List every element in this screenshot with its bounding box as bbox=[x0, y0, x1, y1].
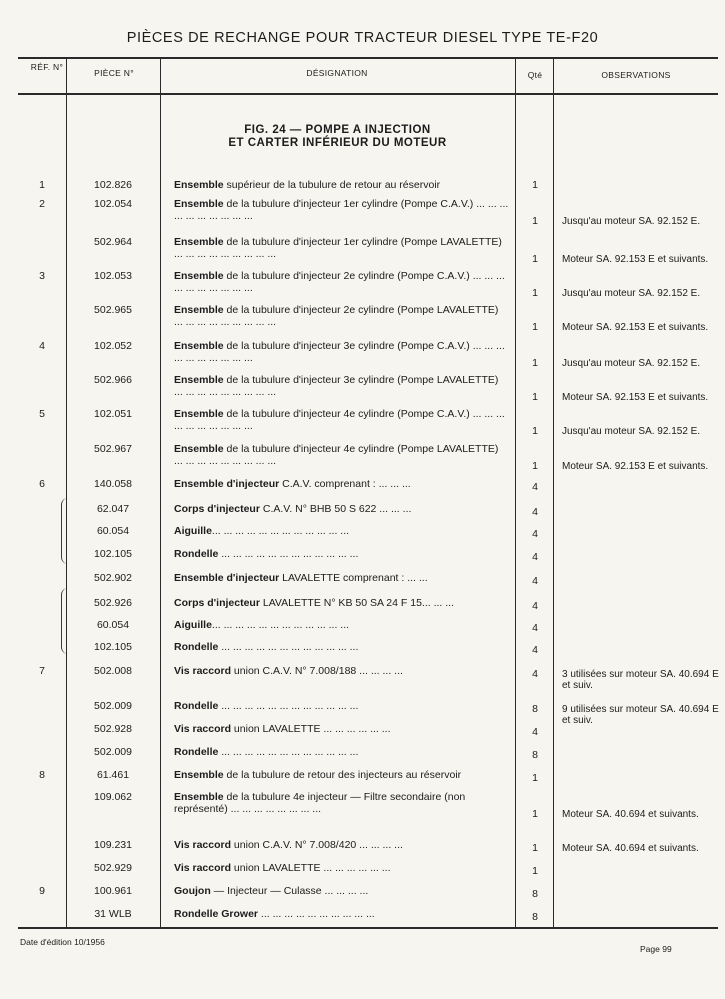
quantity: 4 bbox=[532, 622, 538, 634]
designation-bold: Rondelle bbox=[174, 548, 219, 560]
quantity: 1 bbox=[532, 460, 538, 472]
designation-text: supérieur de la tubulure de retour au réservoir bbox=[223, 179, 441, 191]
designation bbox=[174, 839, 510, 851]
designation bbox=[174, 198, 510, 222]
part-number: 60.054 bbox=[96, 619, 130, 631]
table-row bbox=[0, 408, 725, 437]
designation-text: de la tubulure d'injecteur 3e cylindre (Pompe LAVALETTE) ... ... ... ... ... ... ... ... ... bbox=[174, 374, 499, 398]
sub-assembly-bracket-cav bbox=[61, 498, 68, 564]
part-number: 102.826 bbox=[94, 179, 132, 191]
designation-text: de la tubulure d'injecteur 4e cylindre (Pompe LAVALETTE) ... ... ... ... ... ... ... ... ... bbox=[174, 443, 499, 467]
designation-bold: Ensemble bbox=[174, 340, 224, 352]
designation-text: C.A.V. comprenant : ... ... ... bbox=[279, 478, 411, 490]
part-number: 502.928 bbox=[94, 723, 132, 735]
quantity: 4 bbox=[532, 644, 538, 656]
ref-number: 5 bbox=[39, 408, 45, 420]
designation bbox=[174, 597, 510, 609]
table-bottom-rule bbox=[18, 927, 718, 929]
table-row bbox=[0, 236, 725, 265]
observation: 3 utilisées sur moteur SA. 40.694 E et suiv. bbox=[562, 669, 719, 691]
designation-text: — Injecteur — Culasse ... ... ... ... bbox=[210, 885, 369, 897]
ref-number: 1 bbox=[39, 179, 45, 191]
designation-bold: Vis raccord bbox=[174, 839, 232, 851]
table-row bbox=[0, 597, 725, 612]
designation-text: de la tubulure de retour des injecteurs au réservoir bbox=[223, 769, 462, 781]
observation: Moteur SA. 40.694 et suivants. bbox=[562, 809, 699, 820]
part-number: 502.902 bbox=[94, 572, 132, 584]
table-row bbox=[0, 619, 725, 634]
designation bbox=[174, 619, 510, 631]
designation-bold: Ensemble bbox=[174, 769, 224, 781]
figure-title-line-1: FIG. 24 — POMPE A INJECTION bbox=[244, 124, 431, 136]
designation-bold: Ensemble bbox=[174, 791, 224, 803]
designation-bold: Vis raccord bbox=[174, 723, 232, 735]
designation-text: union C.A.V. N° 7.008/420 ... ... ... ... bbox=[231, 839, 403, 851]
designation-bold: Vis raccord bbox=[174, 665, 232, 677]
designation bbox=[174, 548, 510, 560]
observation: Jusqu'au moteur SA. 92.152 E. bbox=[562, 288, 701, 299]
ref-number: 3 bbox=[39, 270, 45, 282]
designation-bold: Aiguille bbox=[174, 619, 212, 631]
quantity: 4 bbox=[532, 668, 538, 680]
designation-text: ... ... ... ... ... ... ... ... ... ... ... ... bbox=[211, 525, 350, 537]
header-qty: Qté bbox=[527, 70, 543, 80]
header-observations: OBSERVATIONS bbox=[601, 70, 671, 80]
designation-bold: Ensemble bbox=[174, 374, 224, 386]
designation bbox=[174, 572, 510, 584]
designation-text: ... ... ... ... ... ... ... ... ... ... ... ... bbox=[218, 641, 359, 653]
designation-text: ... ... ... ... ... ... ... ... ... ... ... ... bbox=[218, 548, 359, 560]
designation-text: union C.A.V. N° 7.008/188 ... ... ... ... bbox=[231, 665, 403, 677]
quantity: 4 bbox=[532, 600, 538, 612]
designation-bold: Goujon bbox=[174, 885, 211, 897]
part-number: 31 WLB bbox=[94, 908, 132, 920]
table-row bbox=[0, 885, 725, 900]
designation-bold: Rondelle bbox=[174, 746, 219, 758]
designation-bold: Aiguille bbox=[174, 525, 212, 537]
header-piece: PIÈCE N° bbox=[94, 68, 134, 78]
quantity: 4 bbox=[532, 726, 538, 738]
designation-text: de la tubulure d'injecteur 2e cylindre (Pompe C.A.V.) ... ... ... ... ... ... ... ... ... ... bbox=[174, 270, 505, 294]
part-number: 102.105 bbox=[94, 641, 132, 653]
table-row bbox=[0, 665, 725, 691]
part-number: 102.054 bbox=[94, 198, 132, 210]
designation-text: LAVALETTE comprenant : ... ... bbox=[279, 572, 428, 584]
part-number: 502.966 bbox=[94, 374, 132, 386]
quantity: 1 bbox=[532, 321, 538, 333]
part-number: 502.929 bbox=[94, 862, 132, 874]
observation: Moteur SA. 92.153 E et suivants. bbox=[562, 254, 709, 265]
header-ref: RÉF. N° bbox=[30, 62, 64, 72]
table-row bbox=[0, 746, 725, 761]
header-designation: DÉSIGNATION bbox=[306, 68, 368, 78]
designation-text: union LAVALETTE ... ... ... ... ... ... bbox=[231, 862, 391, 874]
designation-bold: Rondelle bbox=[174, 641, 219, 653]
col-rule-4 bbox=[553, 57, 554, 927]
part-number: 502.967 bbox=[94, 443, 132, 455]
designation-bold: Ensemble bbox=[174, 408, 224, 420]
designation bbox=[174, 700, 510, 712]
ref-number: 4 bbox=[39, 340, 45, 352]
table-row bbox=[0, 908, 725, 923]
designation-text: ... ... ... ... ... ... ... ... ... ... bbox=[258, 908, 375, 920]
part-number: 502.965 bbox=[94, 304, 132, 316]
designation-text: de la tubulure d'injecteur 2e cylindre (Pompe LAVALETTE) ... ... ... ... ... ... ... ... ... bbox=[174, 304, 499, 328]
designation bbox=[174, 179, 510, 191]
col-rule-3 bbox=[515, 57, 516, 927]
quantity: 1 bbox=[532, 357, 538, 369]
designation-bold: Ensemble bbox=[174, 236, 224, 248]
designation-bold: Ensemble bbox=[174, 443, 224, 455]
quantity: 8 bbox=[532, 888, 538, 900]
table-row bbox=[0, 340, 725, 369]
table-row bbox=[0, 723, 725, 738]
designation bbox=[174, 641, 510, 653]
quantity: 1 bbox=[532, 253, 538, 265]
page-title: PIÈCES DE RECHANGE POUR TRACTEUR DIESEL TYPE TE-F20 bbox=[126, 30, 599, 46]
designation-text: union LAVALETTE ... ... ... ... ... ... bbox=[231, 723, 391, 735]
part-number: 62.047 bbox=[96, 503, 130, 515]
designation bbox=[174, 270, 510, 294]
designation-bold: Rondelle Grower bbox=[174, 908, 259, 920]
designation bbox=[174, 304, 510, 328]
quantity: 1 bbox=[532, 287, 538, 299]
designation bbox=[174, 503, 510, 515]
table-row bbox=[0, 525, 725, 540]
designation-bold: Ensemble bbox=[174, 179, 224, 191]
table-row bbox=[0, 503, 725, 518]
observation: Jusqu'au moteur SA. 92.152 E. bbox=[562, 216, 701, 227]
col-rule-1 bbox=[66, 57, 67, 927]
designation-bold: Corps d'injecteur bbox=[174, 503, 260, 515]
designation bbox=[174, 791, 510, 815]
table-row bbox=[0, 700, 725, 726]
part-number: 102.051 bbox=[94, 408, 132, 420]
header-top-rule bbox=[18, 57, 718, 59]
ref-number: 2 bbox=[39, 198, 45, 210]
designation-text: ... ... ... ... ... ... ... ... ... ... ... ... bbox=[218, 746, 359, 758]
designation bbox=[174, 478, 510, 490]
figure-title-line-2: ET CARTER INFÉRIEUR DU MOTEUR bbox=[228, 137, 447, 149]
quantity: 1 bbox=[532, 842, 538, 854]
quantity: 1 bbox=[532, 865, 538, 877]
quantity: 4 bbox=[532, 575, 538, 587]
quantity: 8 bbox=[532, 703, 538, 715]
quantity: 4 bbox=[532, 528, 538, 540]
table-row bbox=[0, 839, 725, 854]
observation: 9 utilisées sur moteur SA. 40.694 E et suiv. bbox=[562, 704, 719, 726]
designation-text: de la tubulure d'injecteur 4e cylindre (Pompe C.A.V.) ... ... ... ... ... ... ... ... ... ... bbox=[174, 408, 505, 432]
header-bottom-rule bbox=[18, 93, 718, 95]
designation-text: de la tubulure d'injecteur 1er cylindre (Pompe C.A.V.) ... ... ... ... ... ... ... ... ... ... bbox=[174, 198, 509, 222]
table-row bbox=[0, 270, 725, 299]
observation: Moteur SA. 92.153 E et suivants. bbox=[562, 392, 709, 403]
quantity: 1 bbox=[532, 425, 538, 437]
designation-bold: Ensemble bbox=[174, 304, 224, 316]
designation-bold: Ensemble bbox=[174, 270, 224, 282]
part-number: 109.231 bbox=[94, 839, 132, 851]
table-row bbox=[0, 304, 725, 333]
quantity: 1 bbox=[532, 391, 538, 403]
designation bbox=[174, 443, 510, 467]
observation: Moteur SA. 40.694 et suivants. bbox=[562, 843, 699, 854]
part-number: 502.009 bbox=[94, 700, 132, 712]
part-number: 502.009 bbox=[94, 746, 132, 758]
part-number: 502.926 bbox=[94, 597, 132, 609]
table-row bbox=[0, 641, 725, 656]
part-number: 502.964 bbox=[94, 236, 132, 248]
designation bbox=[174, 908, 510, 920]
col-rule-2 bbox=[160, 57, 161, 927]
designation-text: C.A.V. N° BHB 50 S 622 ... ... ... bbox=[259, 503, 412, 515]
page-number: Page 99 bbox=[640, 944, 672, 954]
quantity: 1 bbox=[532, 179, 538, 191]
part-number: 100.961 bbox=[94, 885, 132, 897]
designation-text: de la tubulure d'injecteur 3e cylindre (Pompe C.A.V.) ... ... ... ... ... ... ... ... ... ... bbox=[174, 340, 505, 364]
designation bbox=[174, 746, 510, 758]
designation-text: LAVALETTE N° KB 50 SA 24 F 15... ... ... bbox=[259, 597, 454, 609]
designation bbox=[174, 769, 510, 781]
designation-text: ... ... ... ... ... ... ... ... ... ... ... ... bbox=[211, 619, 350, 631]
table-row bbox=[0, 179, 725, 191]
part-number: 102.052 bbox=[94, 340, 132, 352]
designation-bold: Ensemble d'injecteur bbox=[174, 478, 280, 490]
part-number: 61.461 bbox=[96, 769, 130, 781]
designation bbox=[174, 885, 510, 897]
observation: Jusqu'au moteur SA. 92.152 E. bbox=[562, 358, 701, 369]
table-row bbox=[0, 374, 725, 403]
designation bbox=[174, 340, 510, 364]
quantity: 4 bbox=[532, 481, 538, 493]
edition-date: Date d'édition 10/1956 bbox=[20, 937, 105, 947]
designation-text: ... ... ... ... ... ... ... ... ... ... ... ... bbox=[218, 700, 359, 712]
table-row bbox=[0, 862, 725, 877]
table-row bbox=[0, 443, 725, 472]
table-row bbox=[0, 478, 725, 493]
table-row bbox=[0, 791, 725, 820]
observation: Moteur SA. 92.153 E et suivants. bbox=[562, 461, 709, 472]
ref-number: 8 bbox=[39, 769, 45, 781]
quantity: 4 bbox=[532, 506, 538, 518]
designation-bold: Ensemble d'injecteur bbox=[174, 572, 280, 584]
ref-number: 7 bbox=[39, 665, 45, 677]
part-number: 140.058 bbox=[94, 478, 132, 490]
quantity: 1 bbox=[532, 808, 538, 820]
table-row bbox=[0, 572, 725, 587]
designation-text: de la tubulure d'injecteur 1er cylindre (Pompe LAVALETTE) ... ... ... ... ... ... ... ... ... bbox=[174, 236, 502, 260]
designation bbox=[174, 525, 510, 537]
designation bbox=[174, 665, 510, 677]
part-number: 102.105 bbox=[94, 548, 132, 560]
table-row bbox=[0, 548, 725, 563]
designation-text: de la tubulure 4e injecteur — Filtre secondaire (non représenté) ... ... ... ... ... ... ... ... bbox=[174, 791, 466, 815]
designation-bold: Ensemble bbox=[174, 198, 224, 210]
designation bbox=[174, 374, 510, 398]
designation-bold: Corps d'injecteur bbox=[174, 597, 260, 609]
quantity: 8 bbox=[532, 911, 538, 923]
quantity: 4 bbox=[532, 551, 538, 563]
table-row bbox=[0, 198, 725, 227]
observation: Jusqu'au moteur SA. 92.152 E. bbox=[562, 426, 701, 437]
quantity: 1 bbox=[532, 215, 538, 227]
designation bbox=[174, 236, 510, 260]
designation-bold: Vis raccord bbox=[174, 862, 232, 874]
part-number: 109.062 bbox=[94, 791, 132, 803]
designation bbox=[174, 862, 510, 874]
table-row bbox=[0, 769, 725, 784]
part-number: 502.008 bbox=[94, 665, 132, 677]
designation-bold: Rondelle bbox=[174, 700, 219, 712]
ref-number: 6 bbox=[39, 478, 45, 490]
quantity: 8 bbox=[532, 749, 538, 761]
quantity: 1 bbox=[532, 772, 538, 784]
observation: Moteur SA. 92.153 E et suivants. bbox=[562, 322, 709, 333]
ref-number: 9 bbox=[39, 885, 45, 897]
designation bbox=[174, 408, 510, 432]
designation bbox=[174, 723, 510, 735]
figure-title bbox=[160, 124, 515, 150]
part-number: 60.054 bbox=[96, 525, 130, 537]
part-number: 102.053 bbox=[94, 270, 132, 282]
